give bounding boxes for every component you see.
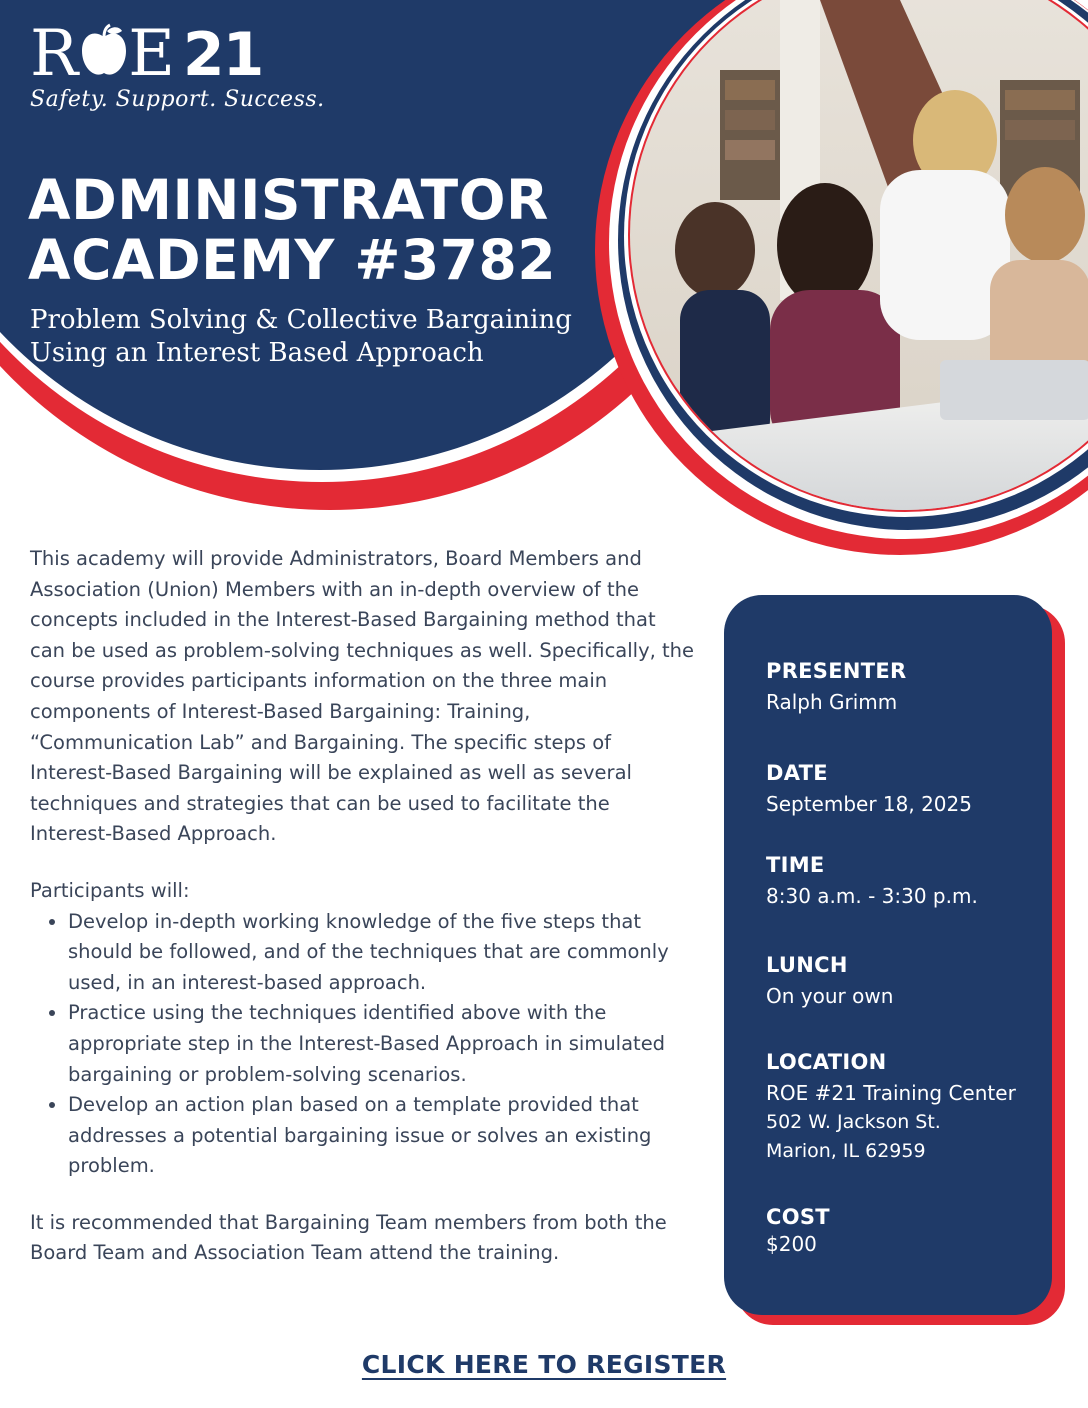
presenter-section (766, 659, 907, 717)
course-description (30, 544, 695, 1269)
cost-section (766, 1205, 830, 1259)
time-value: 8:30 a.m. - 3:30 p.m. (766, 884, 978, 908)
date-label: DATE (766, 761, 828, 785)
intro-paragraph: This academy will provide Administrators, Board Members and Association (Union) Members with an in-depth overview of the concepts included in the Interest-Based Bargaining method that can be used as problem-solving techniques as well. Specifically, the course provides participants information on the three main components of Interest-Based Bargaining: Training, “Communication Lab” and Bargaining. The specific steps of Interest-Based Bargaining will be explained as well as several techniques and strategies that can be used to facilitate the Interest-Based Approach. (30, 547, 695, 846)
subtitle-line-1: Problem Solving & Collective Bargaining (30, 305, 572, 335)
logo-letter-r: R (30, 17, 81, 91)
presenter-label: PRESENTER (766, 659, 907, 683)
participants-heading: Participants will: (30, 878, 190, 902)
list-item: • Develop an action plan based on a template provided that addresses a potential bargaining issue or solves an existing problem. (68, 1090, 695, 1182)
register-link[interactable]: CLICK HERE TO REGISTER (361, 1350, 727, 1379)
time-section (766, 853, 978, 911)
lunch-value: On your own (766, 984, 894, 1008)
date-value: September 18, 2025 (766, 792, 972, 816)
time-label: TIME (766, 853, 825, 877)
title-line-1: ADMINISTRATOR (28, 168, 549, 232)
lunch-label: LUNCH (766, 953, 848, 977)
lunch-section (766, 953, 893, 1011)
cost-value: $200 (766, 1232, 817, 1256)
location-name: ROE #21 Training Center (766, 1081, 1016, 1105)
logo-wordmark (30, 18, 325, 91)
location-city: Marion, IL 62959 (766, 1140, 926, 1162)
logo-tagline: Safety. Support. Success. (30, 87, 325, 112)
page-subtitle (30, 304, 610, 370)
title-line-2: ACADEMY #3782 (28, 228, 557, 292)
logo-letter-e: E (128, 17, 177, 91)
details-card (724, 595, 1052, 1315)
page-title (28, 170, 556, 290)
location-section (766, 1050, 1016, 1166)
register-section (0, 1350, 1088, 1379)
closing-paragraph: It is recommended that Bargaining Team members from both the Board Team and Association Team attend the training. (30, 1210, 667, 1265)
logo-number: 21 (182, 20, 263, 90)
subtitle-line-2: Using an Interest Based Approach (30, 338, 484, 368)
presenter-value: Ralph Grimm (766, 690, 898, 714)
outcomes-list (30, 907, 695, 1182)
list-item: • Develop in-depth working knowledge of the five steps that should be followed, and of the techniques that are commonly used, in an interest-based approach. (68, 907, 695, 999)
date-section (766, 761, 972, 819)
cost-label: COST (766, 1205, 830, 1229)
location-street: 502 W. Jackson St. (766, 1111, 941, 1133)
list-item: • Practice using the techniques identified above with the appropriate step in the Interest-Based Approach in simulated bargaining or problem-solving scenarios. (68, 998, 695, 1090)
roe21-logo (30, 18, 325, 112)
apple-icon (80, 23, 128, 79)
location-label: LOCATION (766, 1050, 887, 1074)
